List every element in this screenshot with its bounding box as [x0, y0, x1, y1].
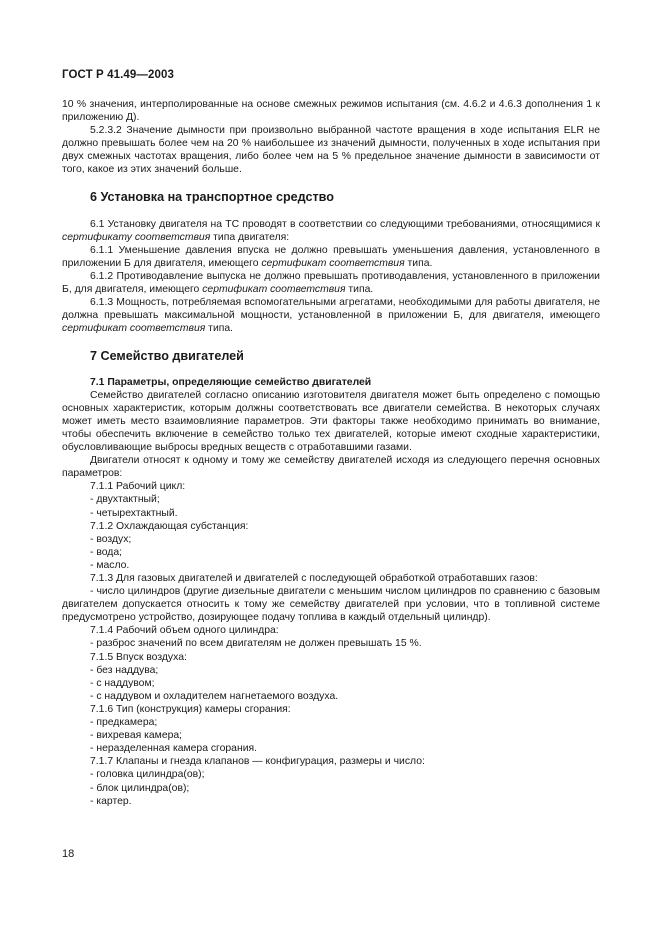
paragraph: Семейство двигателей согласно описанию изготовителя двигателя может быть определено с помощью основных характеристик, которым должны соответствовать все двигатели семейства. В некоторых случаях может иметь место взаимовлияние параметров. Эти факторы также необходимо принимать во внимание, чтобы обеспечить включение в семейство только тех двигателей, которые имеют сходные характеристики, обусловливающие выбросы вредных веществ с отработавшими газами.: [62, 389, 600, 454]
paragraph: 7.1.4 Рабочий объем одного цилиндра:: [90, 625, 279, 637]
list-item: - число цилиндров (другие дизельные двигатели с меньшим числом цилиндров по сравнению с базовым двигателем допускается относить к тому же семейству двигателей при условии, что в топливной системе предусмотрено устройство, дозирующее подачу топлива в каждый отдельный цилиндр).: [62, 586, 600, 624]
list-item: - неразделенная камера сгорания.: [90, 743, 258, 755]
document-body: [62, 98, 600, 808]
list-item: - блок цилиндра(ов);: [90, 782, 190, 794]
paragraph: 5.2.3.2 Значение дымности при произвольно выбранной частоте вращения в ходе испытания ELR не должно превышать более чем на 20 % наибольшее из значений дымности, полученных в ходе испытания при двух смежных частотах вращения, либо более чем на 5 % предельное значение дымности в зависимости от того, какое из этих значений больше.: [62, 125, 600, 176]
paragraph: 6.1.2 Противодавление выпуска не должно превышать противодавления, установленного в приложении Б, для двигателя, имеющего сертификат соответствия типа.: [62, 271, 600, 296]
list-item: - с наддувом и охладителем нагнетаемого воздуха.: [90, 690, 339, 702]
paragraph: 6.1.3 Мощность, потребляемая вспомогательными агрегатами, необходимыми для работы двигателя, не должна превышать максимальной мощности, установленной в приложении Б, для двигателя, имеющего сертификат соответствия типа.: [62, 297, 600, 335]
list-item: - головка цилиндра(ов);: [90, 769, 205, 781]
section-heading: 7 Семейство двигателей: [90, 348, 244, 363]
list-item: - вихревая камера;: [90, 730, 183, 742]
paragraph: 7.1.6 Тип (конструкция) камеры сгорания:: [90, 703, 291, 715]
list-item: - масло.: [90, 559, 130, 571]
list-item: - без наддува;: [90, 664, 159, 676]
spacer: [62, 177, 600, 191]
list-item: - вода;: [90, 546, 123, 558]
paragraph: 7.1.7 Клапаны и гнезда клапанов — конфигурация, размеры и число:: [90, 756, 425, 768]
document-header: ГОСТ Р 41.49—2003: [62, 69, 174, 81]
list-item: - четырехтактный.: [90, 507, 178, 519]
subsection-heading: 7.1 Параметры, определяющие семейство двигателей: [90, 376, 372, 388]
paragraph: 7.1.1 Рабочий цикл:: [90, 481, 186, 493]
paragraph: 6.1 Установку двигателя на ТС проводят в соответствии со следующими требованиями, относящимися к сертификату соответствия типа двигателя:: [62, 218, 600, 243]
paragraph: Двигатели относят к одному и тому же семейству двигателей исходя из следующего перечня основных параметров:: [62, 455, 600, 480]
spacer: [62, 336, 600, 350]
section-heading: 6 Установка на транспортное средство: [90, 189, 334, 204]
list-item: - картер.: [90, 795, 132, 807]
paragraph: 7.1.2 Охлаждающая субстанция:: [90, 520, 249, 532]
paragraph: 7.1.3 Для газовых двигателей и двигателей с последующей обработкой отработавших газов:: [90, 573, 538, 584]
paragraph: 10 % значения, интерполированные на основе смежных режимов испытания (см. 4.6.2 и 4.6.3 дополнения 1 к приложению Д).: [62, 99, 600, 124]
list-item: - двухтактный;: [90, 494, 160, 506]
paragraph: 6.1.1 Уменьшение давления впуска не должно превышать уменьшения давления, установленного в приложении Б для двигателя, имеющего сертификат соответствия типа.: [62, 244, 600, 269]
list-item: - предкамера;: [90, 717, 158, 729]
page-number: 18: [62, 848, 75, 860]
list-item: - воздух;: [90, 533, 132, 545]
spacer: [62, 204, 600, 218]
list-item: - с наддувом;: [90, 677, 155, 689]
list-item: - разброс значений по всем двигателям не должен превышать 15 %.: [90, 638, 422, 650]
paragraph: 7.1.5 Впуск воздуха:: [90, 651, 187, 663]
spacer: [62, 363, 600, 376]
